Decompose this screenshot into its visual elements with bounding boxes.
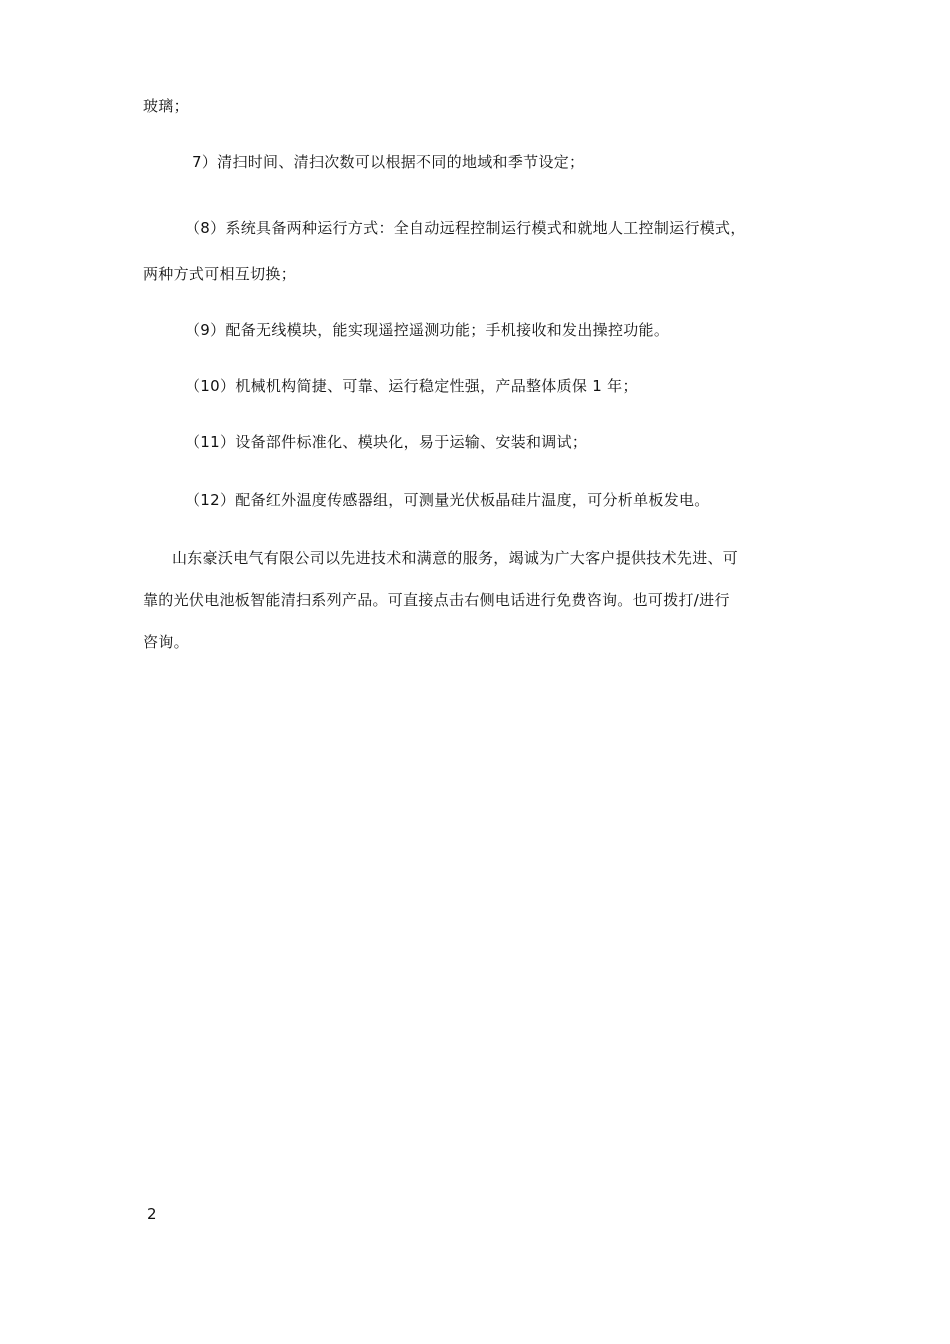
text-line-item-12: （12）配备红外温度传感器组，可测量光伏板晶硅片温度，可分析单板发电。 <box>185 491 710 509</box>
text-line-item-8-continued: 两种方式可相互切换； <box>143 265 297 283</box>
text-line-item-11: （11）设备部件标准化、模块化，易于运输、安装和调试； <box>185 433 588 451</box>
text-line-company-paragraph-3: 咨询。 <box>143 633 189 651</box>
text-line-item-9: （9）配备无线模块，能实现遥控遥测功能；手机接收和发出操控功能。 <box>185 321 670 339</box>
text-line-item-8: （8）系统具备两种运行方式：全自动远程控制运行模式和就地人工控制运行模式， <box>185 219 746 237</box>
text-line-glass: 玻璃； <box>143 97 189 115</box>
text-line-item-10: （10）机械机构简捷、可靠、运行稳定性强，产品整体质保 1 年； <box>185 377 638 395</box>
text-line-company-paragraph-2: 靠的光伏电池板智能清扫系列产品。可直接点击右侧电话进行免费咨询。也可拨打/进行 <box>143 591 730 609</box>
text-line-company-paragraph: 山东豪沃电气有限公司以先进技术和满意的服务，竭诚为广大客户提供技术先进、可 <box>172 549 739 567</box>
page-number: 2 <box>147 1205 157 1223</box>
text-line-item-7: 7）清扫时间、清扫次数可以根据不同的地域和季节设定； <box>192 153 585 171</box>
